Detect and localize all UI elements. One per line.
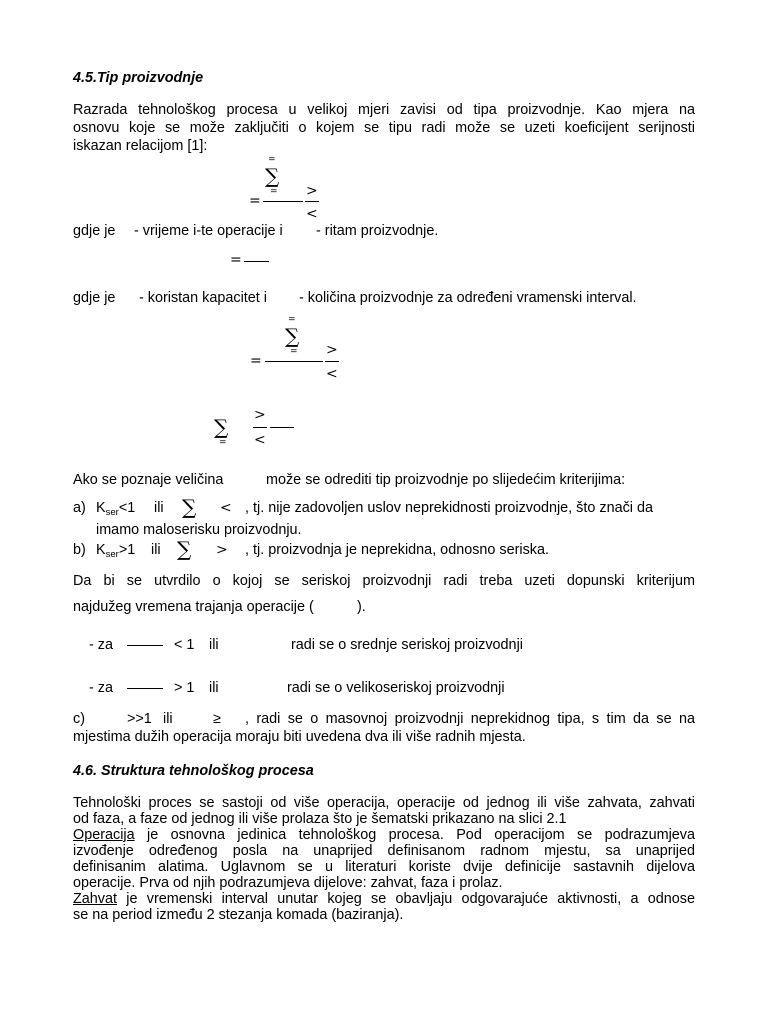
text-fragment: ili (151, 542, 161, 558)
text-fragment: gdje je (73, 290, 116, 306)
paragraph-line: od faza, a faze od jednog ili više prolaza što je šematski prikazano na slici 2.1 (73, 811, 567, 827)
fraction-bar (127, 688, 163, 689)
fraction-bar (305, 201, 319, 202)
sum-lower-limit: = (290, 347, 298, 357)
text-fragment: - koristan kapacitet i (139, 290, 267, 306)
paragraph-line: definisanim alatima. Uglavnom se u literaturi koriste dvije definicije sastavnih dijelova (73, 859, 695, 875)
sigma-symbol: ∑ (214, 415, 229, 439)
text-fragment: radi se o srednje seriskoj proizvodnji (291, 637, 523, 653)
greater-than-sign: > (254, 407, 266, 423)
list-label: c) (73, 711, 85, 727)
less-than-sign: < (306, 206, 318, 222)
text-fragment: ). (357, 599, 366, 615)
term-operacija: Operacija (73, 827, 135, 843)
equals-sign: = (250, 353, 262, 369)
paragraph-line: izvođenje određenog posla na unaprijed definisanom radnom mjestu, sa unaprijed (73, 843, 695, 859)
section-heading-4-5: 4.5.Tip proizvodnje (73, 70, 204, 86)
fraction-bar (270, 427, 294, 428)
fraction-bar (325, 361, 339, 362)
equals-sign: = (230, 252, 242, 268)
text-fragment: > 1 (174, 680, 195, 696)
fraction-bar (127, 645, 163, 646)
text-fragment: može se odrediti tip proizvodnje po slijedećim kriterijima: (266, 472, 626, 488)
text-fragment: ili (209, 680, 219, 696)
paragraph-line: Tehnološki proces se sastoji od više operacija, operacije od jednog ili više zahvata, zahvati (73, 795, 695, 811)
paragraph-line: operacije. Prva od njih podrazumjeva dijelove: zahvat, faza i prolaz. (73, 875, 503, 891)
text-fragment: , tj. proizvodnja je neprekidna, odnosno seriska. (245, 542, 549, 558)
greater-than-sign: > (326, 342, 338, 358)
fraction-bar (263, 201, 303, 202)
text-fragment: ili (163, 711, 173, 727)
sum-upper-limit: = (288, 315, 296, 325)
text-fragment: - za (89, 680, 113, 696)
term-zahvat: Zahvat (73, 891, 117, 907)
sigma-symbol: ∑ (182, 495, 197, 519)
sum-lower-limit: = (270, 187, 278, 197)
text-fragment: ili (154, 500, 164, 516)
text-fragment: ili (209, 637, 219, 653)
text-fragment: radi se o velikoseriskoj proizvodnji (287, 680, 505, 696)
paragraph-line: osnovu koje se može zaključiti o kojem se tipu radi može se uzeti koeficijent serijnosti (73, 120, 695, 136)
kser-condition: $K_{ser}<1$ (96, 500, 136, 518)
list-label: a) (73, 500, 86, 516)
less-than-sign: < (326, 366, 338, 382)
greater-than-sign: > (216, 542, 228, 558)
paragraph-line: Da bi se utvrdilo o kojoj se seriskoj proizvodnji radi treba uzeti dopunski kriterijum (73, 573, 695, 589)
text-fragment: najdužeg vremena trajanja operacije ( (73, 599, 314, 615)
greater-than-sign: > (306, 183, 318, 199)
text-fragment: mjestima dužih operacija moraju biti uvedena dva ili više radnih mjesta. (73, 729, 526, 745)
fraction-bar (265, 361, 323, 362)
fraction-bar (244, 261, 269, 262)
text-fragment: - vrijeme i-te operacije i (134, 223, 283, 239)
text-fragment: - količina proizvodnje za određeni vramenski interval. (299, 290, 637, 306)
text-fragment: , radi se o masovnoj proizvodnji neprekidnog tipa, s tim da se na (245, 711, 695, 727)
less-than-sign: < (220, 500, 232, 516)
sum-upper-limit: = (268, 155, 276, 165)
sigma-symbol: ∑ (177, 537, 192, 561)
text-fragment: , tj. nije zadovoljen uslov neprekidnosti proizvodnje, što znači da (245, 500, 653, 516)
paragraph-line: Operacija je osnovna jedinica tehnološkog procesa. Pod operacijom se podrazumjeva (73, 827, 695, 843)
paragraph-line: Razrada tehnološkog procesa u velikoj mjeri zavisi od tipa proizvodnje. Kao mjera na (73, 102, 695, 118)
text-fragment: imamo maloserisku proizvodnju. (96, 522, 302, 538)
greater-equal-sign: ≥ (213, 711, 221, 727)
paragraph-line: Zahvat je vremenski interval unutar kojeg se obavljaju odgovarajuće aktivnosti, a odnose (73, 891, 695, 907)
sigma-symbol: ∑ (265, 164, 280, 188)
list-label: b) (73, 542, 86, 558)
text-fragment: - ritam proizvodnje. (316, 223, 439, 239)
text-fragment: < 1 (174, 637, 195, 653)
sigma-symbol: ∑ (285, 324, 300, 348)
text-fragment: >>1 (127, 711, 152, 727)
less-than-sign: < (254, 432, 266, 448)
section-heading-4-6: 4.6. Struktura tehnološkog procesa (73, 763, 314, 779)
sum-lower-limit: = (219, 438, 227, 448)
text-fragment: Ako se poznaje veličina (73, 472, 224, 488)
text-fragment: gdje je (73, 223, 116, 239)
text-fragment: - za (89, 637, 113, 653)
paragraph-line: se na period između 2 stezanja komada (baziranja). (73, 907, 404, 923)
kser-condition: $K_{ser}>1$ (96, 542, 136, 560)
equals-sign: = (249, 193, 261, 209)
paragraph-line: iskazan relacijom [1]: (73, 138, 208, 154)
fraction-bar (253, 427, 267, 428)
